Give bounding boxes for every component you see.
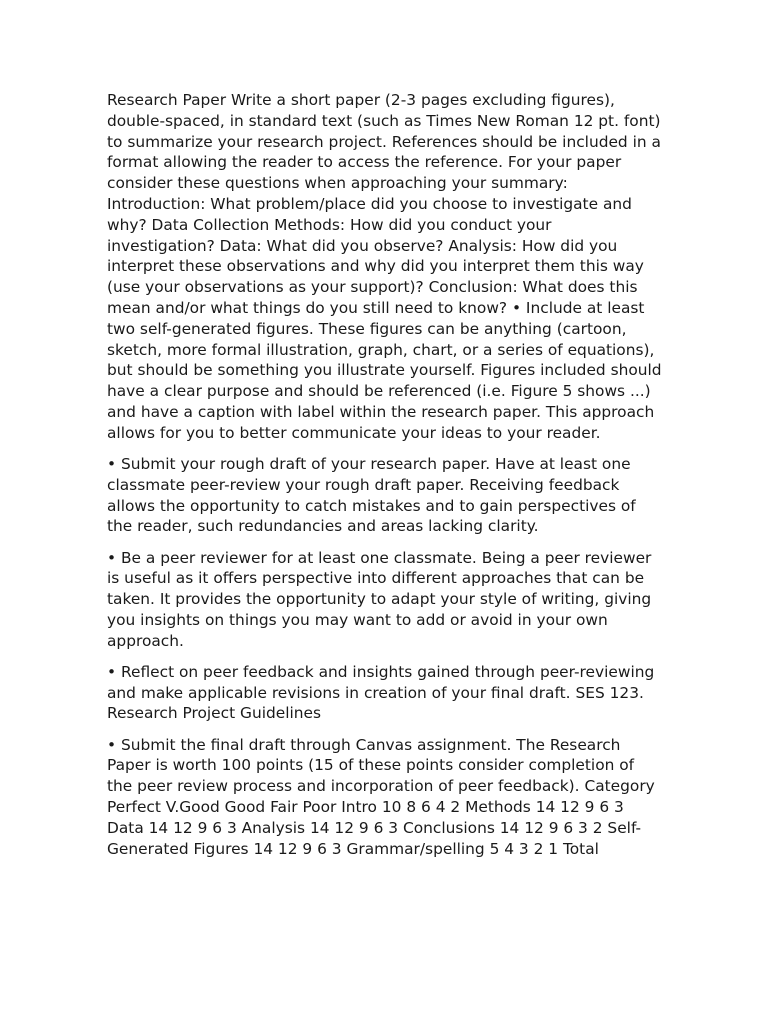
paragraph-final-draft-rubric: • Submit the final draft through Canvas assignment. The Research Paper is worth 100 points (15 of these points consider completion of the peer review process and incorporation of peer feedback). Category Perfect V.Good Good Fair Poor Intro 10 8 6 4 2 Methods 14 12 9 6 3 Data 14 12 9 6 3 Analysis 14 12 9 6 3 Conclusions 14 12 9 6 3 2 Self-Generated Figures 14 12 9 6 3 Grammar/spelling 5 4 3 2 1 Total: [107, 735, 655, 858]
paragraph-peer-reviewer: • Be a peer reviewer for at least one classmate. Being a peer reviewer is useful as it offers perspective into different approaches that can be taken. It provides the opportunity to adapt your style of writing, giving you insights on things you may want to add or avoid in your own approach.: [107, 548, 652, 650]
document-body: [107, 90, 663, 870]
paragraph-rough-draft: • Submit your rough draft of your research paper. Have at least one classmate peer-review your rough draft paper. Receiving feedback allows the opportunity to catch mistakes and to gain perspectives of the reader, such redundancies and areas lacking clarity.: [107, 454, 636, 536]
paragraph-reflect-feedback: • Reflect on peer feedback and insights gained through peer-reviewing and make applicable revisions in creation of your final draft. SES 123. Research Project Guidelines: [107, 662, 655, 723]
paragraph-research-paper-intro: Research Paper Write a short paper (2-3 pages excluding figures), double-spaced, in standard text (such as Times New Roman 12 pt. font) to summarize your research project. References should be included in a format allowing the reader to access the reference. For your paper consider these questions when approaching your summary: Introduction: What problem/place did you choose to investigate and why? Data Collection Methods: How did you conduct your investigation? Data: What did you observe? Analysis: How did you interpret these observations and why did you interpret them this way (use your observations as your support)? Conclusion: What does this mean and/or what things do you still need to know? • Include at least two self-generated figures. These figures can be anything (cartoon, sketch, more formal illustration, graph, chart, or a series of equations), but should be something you illustrate yourself. Figures included should have a clear purpose and should be referenced (i.e. Figure 5 shows ...) and have a caption with label within the research paper. This approach allows for you to better communicate your ideas to your reader.: [107, 91, 662, 442]
